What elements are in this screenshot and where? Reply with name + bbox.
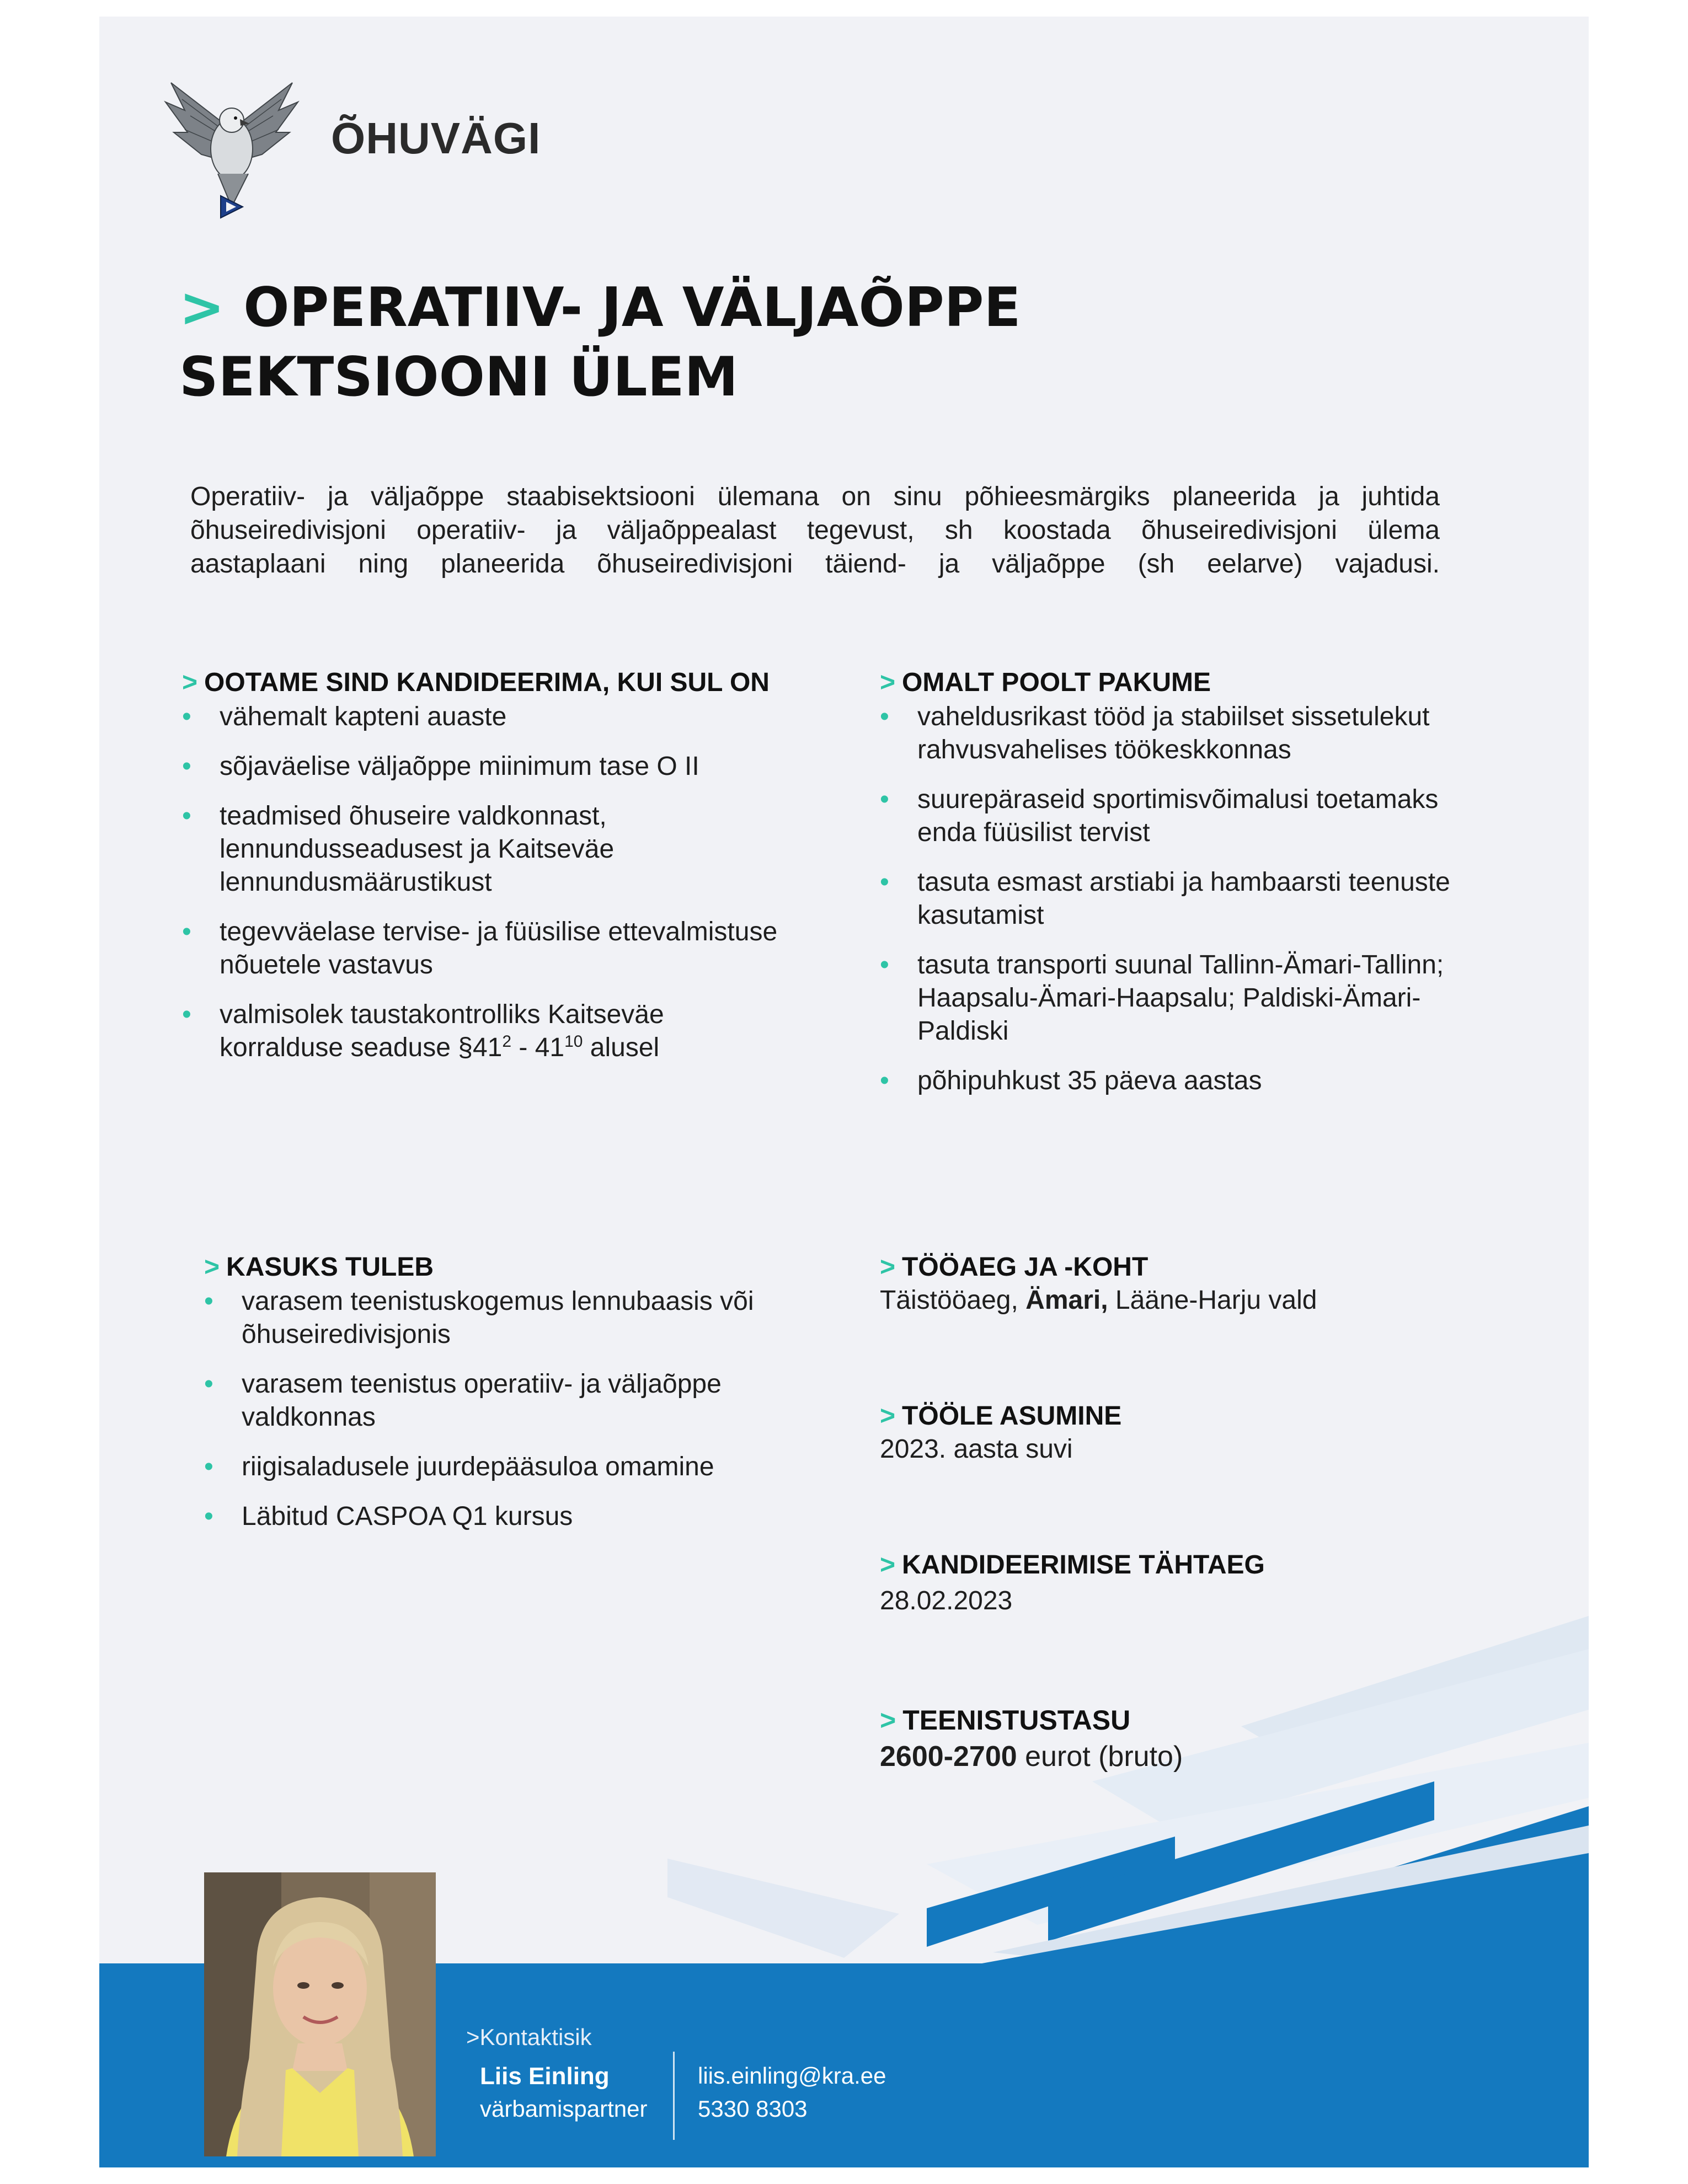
list-item-mid: - 41 [511, 1033, 565, 1062]
offer-marker: > [880, 668, 896, 697]
list-item: • suurepäraseid sportimisvõimalusi toetamaks enda füüsilist tervist [880, 783, 1465, 849]
offer-heading [880, 667, 1211, 698]
advantages-marker: > [204, 1252, 220, 1282]
salary-marker: > [880, 1705, 896, 1736]
requirements-list [182, 700, 816, 1081]
list-item: • Läbitud CASPOA Q1 kursus [204, 1500, 800, 1533]
list-item [182, 998, 816, 1064]
contact-role: värbamispartner [480, 2096, 648, 2122]
deadline-value: 28.02.2023 [880, 1586, 1013, 1615]
worktime-heading-text: TÖÖAEG JA -KOHT [902, 1252, 1149, 1282]
advantages-heading-text: KASUKS TULEB [226, 1252, 434, 1282]
contact-divider [673, 2052, 675, 2140]
intro-paragraph [190, 480, 1440, 581]
list-item: • vaheldusrikast tööd ja stabiilset sissetulekut rahvusvahelises töökeskkonnas [880, 700, 1465, 767]
salary-amount: 2600-2700 [880, 1741, 1017, 1773]
requirements-heading-text: OOTAME SIND KANDIDEERIMA, KUI SUL ON [204, 668, 770, 697]
requirements-marker: > [182, 668, 198, 697]
start-heading-text: TÖÖLE ASUMINE [902, 1401, 1122, 1431]
list-item: • vähemalt kapteni auaste [182, 700, 816, 734]
deadline-heading [880, 1550, 1265, 1580]
list-item: • teadmised õhuseire valdkonnast, lennundusseadusest ja Kaitseväe lennundusmäärustikust [182, 800, 816, 899]
superscript-2: 10 [564, 1032, 583, 1051]
salary-heading-text: TEENISTUSTASU [902, 1705, 1131, 1736]
offer-heading-text: OMALT POOLT PAKUME [902, 668, 1211, 697]
title-line-2: SEKTSIOONI ÜLEM [179, 346, 739, 409]
intro-line-2: õhuseiredivisjoni operatiiv- ja väljaõppealast tegevust, sh koostada õhuseiredivisjoni ülema [190, 516, 1440, 545]
list-item: • varasem teenistuskogemus lennubaasis või õhuseiredivisjonis [204, 1285, 800, 1351]
contact-email-link[interactable]: liis.einling@kra.ee [698, 2063, 886, 2089]
brand-name: ÕHUVÄGI [331, 114, 541, 163]
start-heading [880, 1401, 1121, 1431]
list-item-line-1: valmisolek taustakontrolliks Kaitseväe [220, 1000, 664, 1029]
offer-list [880, 700, 1465, 1114]
worktime-value [880, 1285, 1317, 1315]
contact-name: Liis Einling [480, 2063, 610, 2090]
list-item-suffix: alusel [583, 1033, 660, 1062]
list-item: • tasuta esmast arstiabi ja hambaarsti teenuste kasutamist [880, 866, 1465, 932]
start-marker: > [880, 1401, 896, 1431]
worktime-location: Ämari, [1025, 1286, 1108, 1315]
list-item: • sõjaväelise väljaõppe miinimum tase O II [182, 750, 816, 783]
intro-line-3: aastaplaani ning planeerida õhuseiredivisjoni täiend- ja väljaõppe (sh eelarve) vajadusi. [190, 549, 1440, 579]
deadline-marker: > [880, 1550, 896, 1580]
list-item: • varasem teenistus operatiiv- ja väljaõppe valdkonnas [204, 1368, 800, 1434]
deadline-heading-text: KANDIDEERIMISE TÄHTAEG [902, 1550, 1265, 1580]
job-poster [99, 17, 1589, 2167]
intro-line-1: Operatiiv- ja väljaõppe staabisektsiooni ülemana on sinu põhieesmärgiks planeerida ja juhtida [190, 482, 1440, 511]
title-line-1: OPERATIIV- JA VÄLJAÕPPE [243, 276, 1021, 339]
salary-value [880, 1740, 1183, 1773]
contact-label: >Kontaktisik [466, 2024, 592, 2050]
list-item: • tasuta transporti suunal Tallinn-Ämari-Tallinn; Haapsalu-Ämari-Haapsalu; Paldiski-Ämari-Paldiski [880, 949, 1465, 1048]
worktime-marker: > [880, 1252, 896, 1282]
start-value: 2023. aasta suvi [880, 1434, 1073, 1464]
salary-unit: eurot (bruto) [1017, 1741, 1183, 1773]
page-title [179, 273, 1021, 412]
list-item: • põhipuhkust 35 päeva aastas [880, 1064, 1465, 1098]
worktime-suffix: Lääne-Harju vald [1108, 1286, 1317, 1315]
salary-heading [880, 1704, 1130, 1736]
contact-photo [204, 1872, 436, 2156]
advantages-heading [204, 1252, 434, 1282]
worktime-prefix: Täistööaeg, [880, 1286, 1026, 1315]
requirements-heading [182, 667, 770, 698]
worktime-heading [880, 1252, 1148, 1282]
superscript-1: 2 [502, 1032, 512, 1051]
list-item-prefix: korralduse seaduse §41 [220, 1033, 503, 1062]
list-item: • riigisaladusele juurdepääsuloa omamine [204, 1450, 800, 1484]
contact-phone-link[interactable]: 5330 8303 [698, 2096, 808, 2122]
eagle-emblem-icon [160, 77, 303, 232]
list-item: • tegevväelase tervise- ja füüsilise ettevalmistuse nõuetele vastavus [182, 916, 816, 982]
title-marker: > [179, 276, 225, 339]
advantages-list [204, 1285, 800, 1550]
